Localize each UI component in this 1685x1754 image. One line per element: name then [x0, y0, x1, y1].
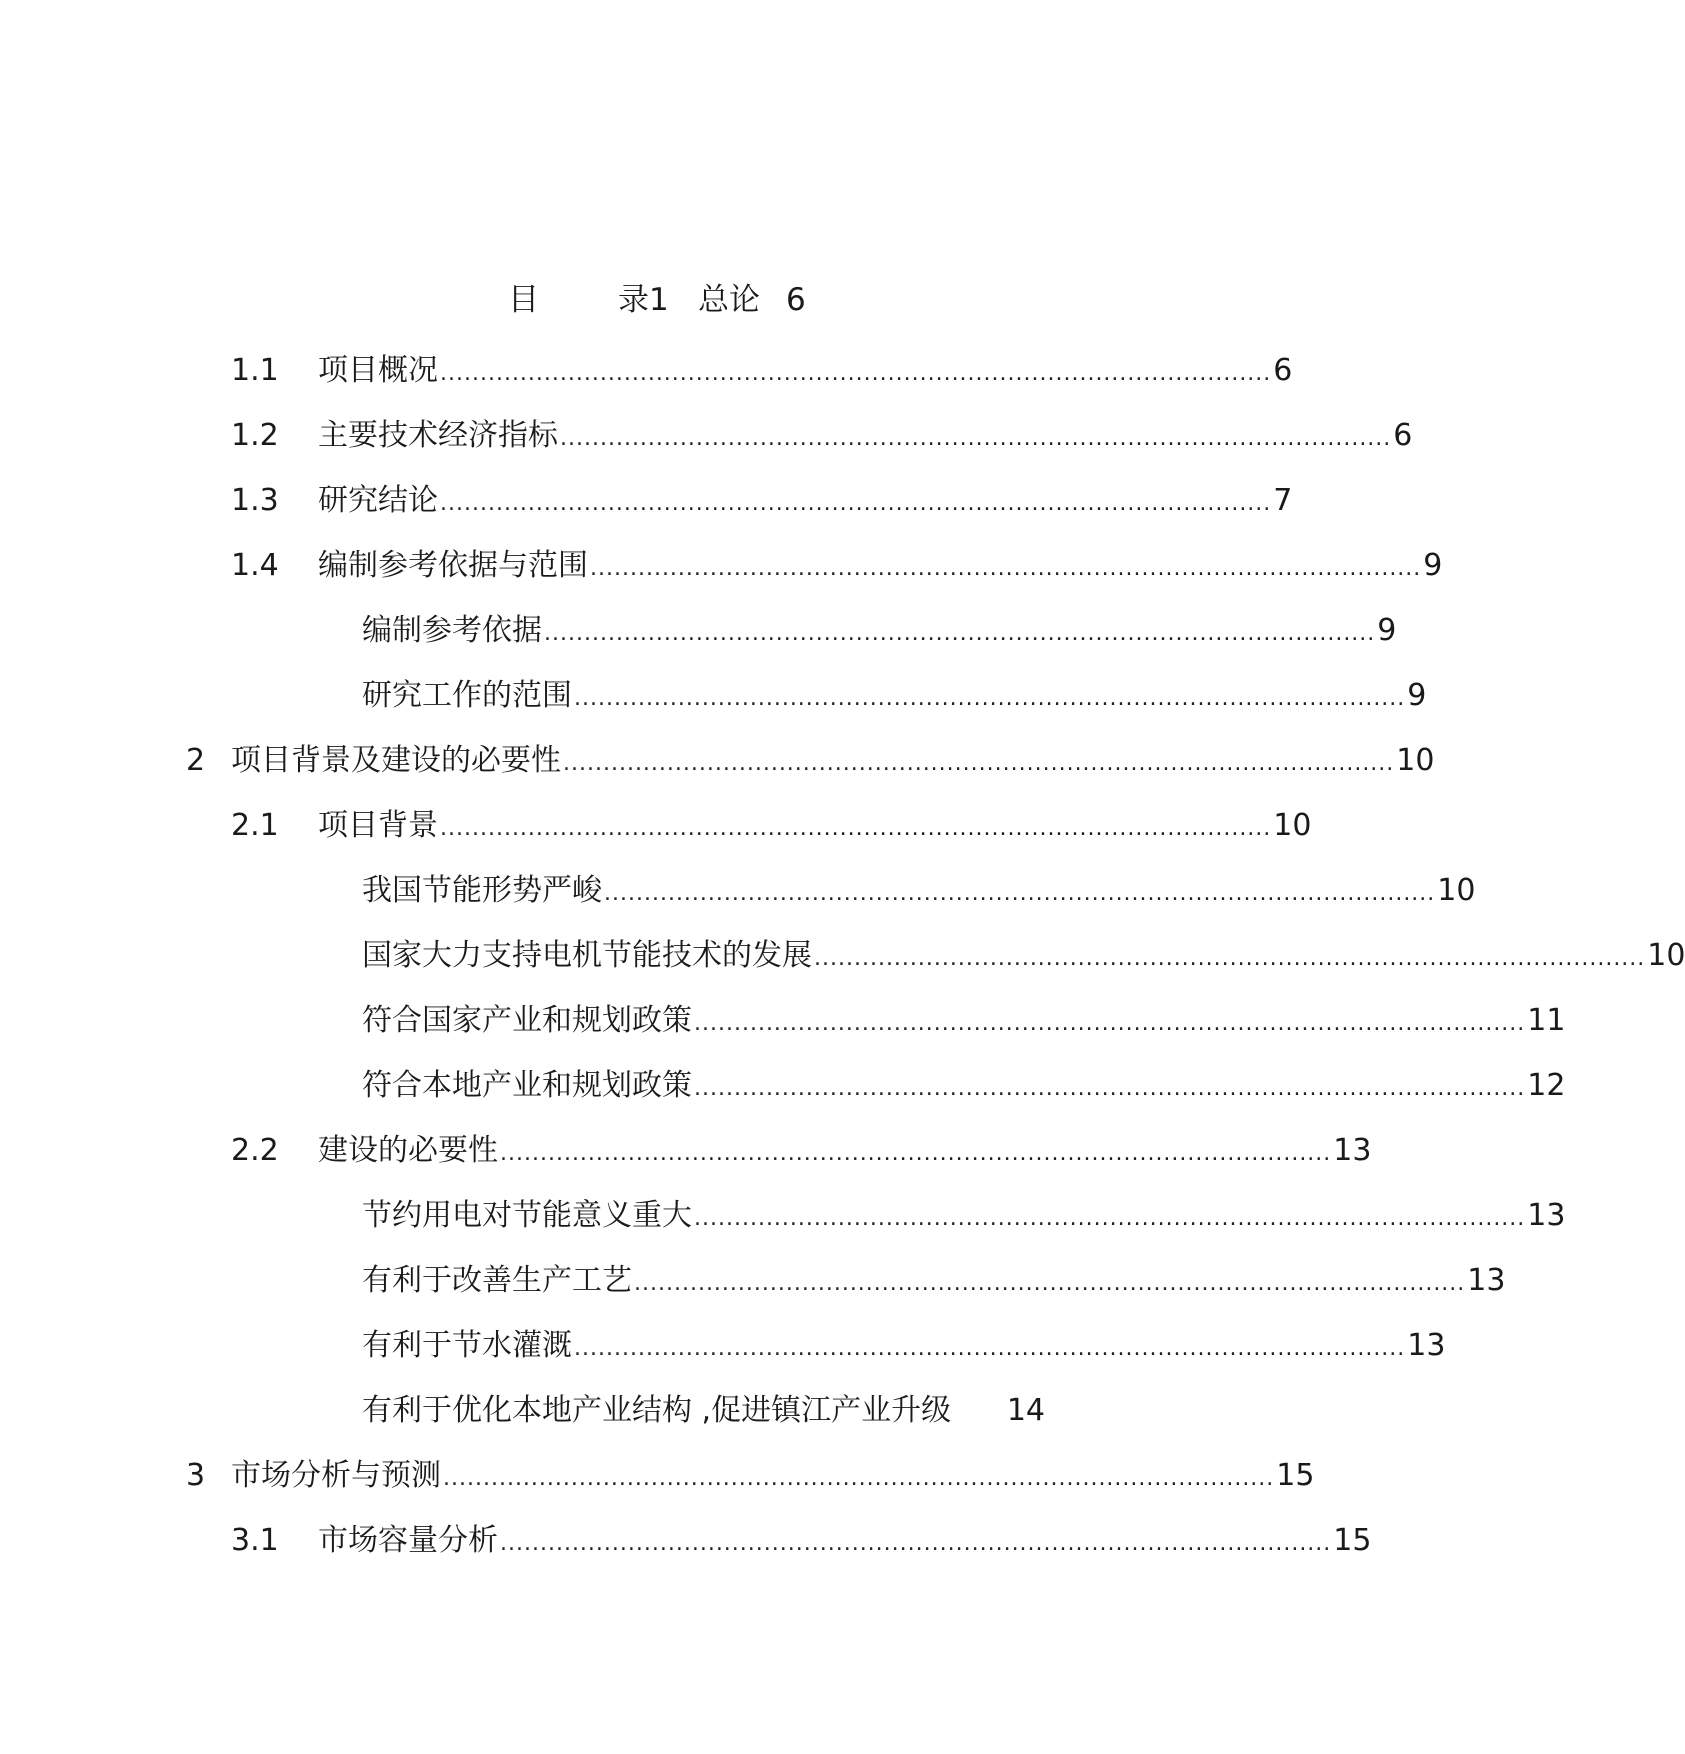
toc-entry-row	[362, 988, 1566, 1056]
toc-entry-number: 2.1	[231, 808, 279, 843]
toc-title-part: 总论	[698, 282, 760, 318]
toc-dot-leader: ........................................................................................................	[563, 751, 1395, 776]
toc-entry[interactable]	[0, 1443, 1315, 1508]
toc-entry-row	[362, 598, 1397, 666]
toc-dot-leader: ........................................................................................................	[604, 881, 1436, 906]
toc-dot-leader: ........................................................................................................	[574, 686, 1406, 711]
toc-page-number: 13	[1333, 1133, 1372, 1168]
toc-entry-row	[318, 533, 1443, 601]
toc-page-number: 13	[1467, 1263, 1506, 1298]
toc-entry[interactable]	[0, 663, 1427, 728]
toc-entry-title: 项目背景	[318, 808, 438, 843]
toc-dot-leader: ........................................................................................................	[544, 621, 1376, 646]
toc-entry-title: 项目概况	[318, 353, 438, 388]
toc-page-number: 6	[1273, 353, 1293, 388]
toc-entry-number: 1.1	[231, 353, 279, 388]
toc-entry-number: 1.4	[231, 548, 279, 583]
toc-entry-row	[318, 468, 1293, 536]
toc-title	[0, 275, 1241, 325]
toc-entry-row	[318, 1508, 1372, 1576]
toc-entry[interactable]	[0, 1248, 1506, 1313]
toc-entry[interactable]	[0, 1183, 1566, 1248]
toc-entry-row	[231, 728, 1435, 796]
toc-entry-row	[362, 1248, 1506, 1316]
toc-entry-title: 有利于优化本地产业结构 ,促进镇江产业升级	[362, 1393, 952, 1428]
toc-entry[interactable]	[0, 1313, 1446, 1378]
toc-entry[interactable]	[0, 728, 1435, 793]
toc-dot-leader: ........................................................................................................	[694, 1011, 1526, 1036]
toc-entry[interactable]	[0, 988, 1566, 1053]
toc-entry-title: 节约用电对节能意义重大	[362, 1198, 692, 1233]
toc-entry[interactable]	[0, 923, 1685, 988]
toc-dot-leader: ........................................................................................................	[440, 361, 1272, 386]
toc-page-number: 15	[1276, 1458, 1315, 1493]
toc-entry-row	[362, 1183, 1566, 1251]
toc-page-number: 13	[1407, 1328, 1446, 1363]
toc-entry-row	[362, 923, 1685, 991]
toc-entry-row	[362, 663, 1427, 731]
toc-dot-leader: ........................................................................................................	[440, 816, 1272, 841]
toc-page-number: 6	[1393, 418, 1413, 453]
toc-entry-title: 国家大力支持电机节能技术的发展	[362, 938, 812, 973]
toc-title-part: 6	[786, 282, 806, 318]
toc-entry[interactable]	[0, 793, 1312, 858]
toc-entry-title: 我国节能形势严峻	[362, 873, 602, 908]
toc-entry-number: 3.1	[231, 1523, 279, 1558]
toc-entry[interactable]	[0, 468, 1293, 533]
toc-title-part: 目	[508, 282, 539, 318]
toc-entry-number: 1.3	[231, 483, 279, 518]
toc-entry-title: 建设的必要性	[318, 1133, 498, 1168]
toc-page-number: 15	[1333, 1523, 1372, 1558]
toc-page-number: 9	[1423, 548, 1443, 583]
toc-entry[interactable]	[0, 403, 1413, 468]
toc-entry[interactable]	[0, 1053, 1566, 1118]
toc-entry[interactable]	[0, 533, 1443, 598]
toc-entry-title: 有利于节水灌溉	[362, 1328, 572, 1363]
toc-entry-title: 符合国家产业和规划政策	[362, 1003, 692, 1038]
toc-entry[interactable]	[0, 338, 1293, 403]
toc-page-number: 7	[1273, 483, 1293, 518]
toc-entry-row	[318, 403, 1413, 471]
toc-entry[interactable]	[0, 1118, 1372, 1183]
toc-entry-title: 符合本地产业和规划政策	[362, 1068, 692, 1103]
toc-entry-row	[318, 338, 1293, 406]
toc-dot-leader: ........................................................................................................	[574, 1336, 1406, 1361]
toc-dot-leader: ........................................................................................................	[443, 1466, 1275, 1491]
toc-entry-title: 市场容量分析	[318, 1523, 498, 1558]
toc-entry-number: 2	[186, 743, 206, 778]
toc-entry-number: 3	[186, 1458, 206, 1493]
toc-page-number: 9	[1377, 613, 1397, 648]
toc-entry-row	[318, 1118, 1372, 1186]
toc-entry-row	[362, 1053, 1566, 1121]
toc-entry[interactable]	[0, 598, 1397, 663]
toc-entry-number: 2.2	[231, 1133, 279, 1168]
toc-page-number: 10	[1437, 873, 1476, 908]
toc-page-number: 14	[1006, 1393, 1045, 1428]
toc-entry-number: 1.2	[231, 418, 279, 453]
toc-dot-leader: ........................................................................................................	[694, 1206, 1526, 1231]
toc-dot-leader: ........................................................................................................	[814, 946, 1646, 971]
toc-entry-title: 市场分析与预测	[231, 1458, 441, 1493]
toc-entry-row	[231, 1443, 1315, 1511]
toc-entry-title: 主要技术经济指标	[318, 418, 558, 453]
toc-page-number: 10	[1396, 743, 1435, 778]
toc-dot-leader: ........................................................................................................	[590, 556, 1422, 581]
toc-list	[0, 338, 1685, 1573]
toc-page-number: 9	[1407, 678, 1427, 713]
toc-entry-row	[362, 1378, 1045, 1443]
toc-entry[interactable]	[0, 858, 1476, 923]
toc-entry-title: 有利于改善生产工艺	[362, 1263, 632, 1298]
toc-page-number: 11	[1527, 1003, 1566, 1038]
toc-entry-row	[318, 793, 1312, 861]
toc-entry-title: 研究结论	[318, 483, 438, 518]
toc-dot-leader: ........................................................................................................	[634, 1271, 1466, 1296]
toc-page-number: 10	[1273, 808, 1312, 843]
toc-page-number: 12	[1527, 1068, 1566, 1103]
toc-dot-leader: ........................................................................................................	[500, 1531, 1332, 1556]
toc-dot-leader: ........................................................................................................	[500, 1141, 1332, 1166]
toc-dot-leader: ........................................................................................................	[560, 426, 1392, 451]
toc-entry-title: 编制参考依据	[362, 613, 542, 648]
toc-dot-leader: ........................................................................................................	[440, 491, 1272, 516]
toc-entry-row	[362, 1313, 1446, 1381]
toc-entry[interactable]	[0, 1508, 1372, 1573]
toc-entry-title: 研究工作的范围	[362, 678, 572, 713]
toc-page-number: 13	[1527, 1198, 1566, 1233]
toc-entry-title: 项目背景及建设的必要性	[231, 743, 561, 778]
toc-entry-title: 编制参考依据与范围	[318, 548, 588, 583]
toc-page-number: 10	[1647, 938, 1685, 973]
toc-title-part: 录1	[618, 282, 669, 318]
toc-dot-leader: ........................................................................................................	[694, 1076, 1526, 1101]
toc-entry[interactable]	[0, 1378, 1241, 1443]
toc-entry-row	[362, 858, 1476, 926]
